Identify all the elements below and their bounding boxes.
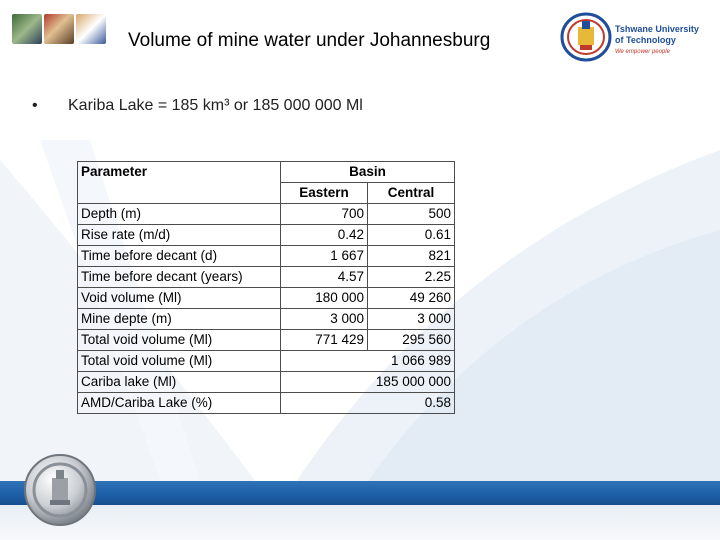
row-parameter: Void volume (Ml) (78, 288, 281, 309)
table-row (78, 309, 455, 330)
header-photo (12, 14, 42, 44)
university-name (615, 24, 699, 46)
row-eastern: 1 667 (281, 246, 368, 267)
university-name-line2: of Technology (615, 35, 676, 45)
table-row (78, 204, 455, 225)
university-slogan: We empower people (615, 49, 670, 55)
row-central: 821 (368, 246, 455, 267)
university-name-line1: Tshwane University (615, 24, 699, 34)
header-basin: Basin (281, 162, 455, 183)
row-parameter: Time before decant (d) (78, 246, 281, 267)
university-logo (560, 12, 710, 62)
row-parameter: AMD/Cariba Lake (%) (78, 393, 281, 414)
row-eastern: 4.57 (281, 267, 368, 288)
header-eastern: Eastern (281, 183, 368, 204)
row-parameter: Rise rate (m/d) (78, 225, 281, 246)
mine-water-table (77, 161, 455, 414)
table-row-merged (78, 351, 455, 372)
table-row (78, 225, 455, 246)
footer-band (0, 481, 720, 505)
row-eastern: 0.42 (281, 225, 368, 246)
row-parameter: Depth (m) (78, 204, 281, 225)
header-central: Central (368, 183, 455, 204)
slide-title: Volume of mine water under Johannesburg (128, 30, 491, 51)
university-emblem-icon (560, 12, 612, 62)
university-seal-icon (22, 452, 98, 528)
header-photo-strip (12, 14, 106, 44)
table-row (78, 330, 455, 351)
row-parameter: Cariba lake (Ml) (78, 372, 281, 393)
footer-band-light (0, 505, 720, 540)
row-eastern: 700 (281, 204, 368, 225)
table-header-row (78, 162, 455, 183)
bullet-text: Kariba Lake = 185 km³ or 185 000 000 Ml (68, 97, 363, 114)
row-central: 49 260 (368, 288, 455, 309)
table-row (78, 288, 455, 309)
row-central: 500 (368, 204, 455, 225)
row-merged-value: 1 066 989 (281, 351, 455, 372)
header-photo (44, 14, 74, 44)
bullet-marker: • (32, 97, 38, 114)
row-central: 295 560 (368, 330, 455, 351)
row-merged-value: 0.58 (281, 393, 455, 414)
header-photo (76, 14, 106, 44)
table-row-merged (78, 393, 455, 414)
row-eastern: 3 000 (281, 309, 368, 330)
row-central: 0.61 (368, 225, 455, 246)
row-parameter: Time before decant (years) (78, 267, 281, 288)
row-parameter: Total void volume (Ml) (78, 330, 281, 351)
table-row (78, 267, 455, 288)
table-row-merged (78, 372, 455, 393)
row-parameter: Mine depte (m) (78, 309, 281, 330)
row-merged-value: 185 000 000 (281, 372, 455, 393)
table-row (78, 246, 455, 267)
row-central: 2.25 (368, 267, 455, 288)
row-central: 3 000 (368, 309, 455, 330)
row-eastern: 771 429 (281, 330, 368, 351)
bullet-point (32, 97, 363, 115)
header-parameter: Parameter (78, 162, 281, 204)
row-eastern: 180 000 (281, 288, 368, 309)
row-parameter: Total void volume (Ml) (78, 351, 281, 372)
